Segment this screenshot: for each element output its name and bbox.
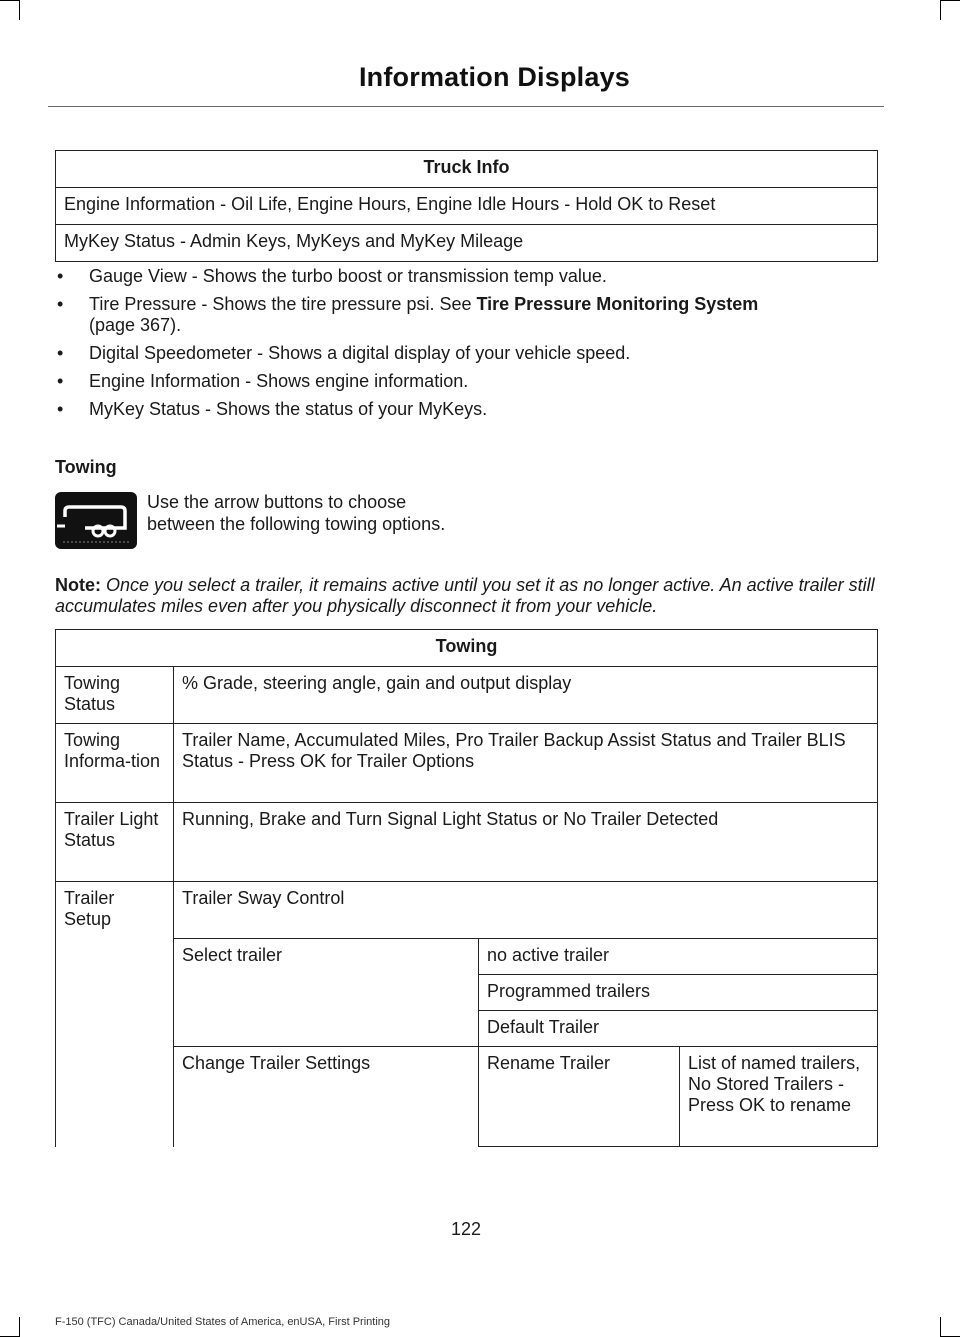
page-title: Information Displays — [358, 62, 630, 92]
row-label: Towing Status — [56, 667, 174, 724]
row-value: Running, Brake and Turn Signal Light Status or No Trailer Detected — [174, 803, 878, 882]
sub-value: Programmed trailers — [479, 975, 878, 1011]
note-text: Once you select a trailer, it remains active until you set it as no longer active. An active trailer still accumulates miles even after you physically disconnect it from your vehicle. — [55, 575, 875, 616]
list-item: • Tire Pressure - Shows the tire pressure psi. See Tire Pressure Monitoring System (page 367). — [57, 294, 759, 335]
trailer-icon — [55, 492, 137, 549]
crop-mark — [19, 1317, 20, 1337]
row-value: % Grade, steering angle, gain and output display — [174, 667, 878, 724]
page-number: 122 — [450, 1219, 482, 1239]
section-heading: Towing — [55, 457, 117, 477]
sub-value: Default Trailer — [479, 1011, 878, 1047]
table-row: Engine Information - Oil Life, Engine Hours, Engine Idle Hours - Hold OK to Reset — [56, 188, 878, 225]
page-reference: (page 367). — [89, 315, 182, 335]
towing-table — [55, 629, 878, 1147]
crop-mark — [940, 0, 960, 1]
crop-mark — [0, 0, 20, 1]
row-label: Trailer Light Status — [56, 803, 174, 882]
edition-footer: F-150 (TFC) Canada/United States of America, enUSA, First Printing — [55, 1316, 391, 1328]
row-value: Trailer Sway Control — [174, 882, 878, 939]
row-label: Trailer Setup — [56, 882, 174, 1147]
list-item: • Gauge View - Shows the turbo boost or transmission temp value. — [57, 266, 607, 286]
crop-mark — [940, 0, 941, 20]
sub-detail: List of named trailers, No Stored Trailers - Press OK to rename — [680, 1047, 878, 1147]
list-item: • Engine Information - Shows engine information. — [57, 371, 469, 391]
row-label: Towing Informa-tion — [56, 724, 174, 803]
note-paragraph — [55, 575, 885, 617]
truck-info-table — [55, 150, 878, 262]
table-row: MyKey Status - Admin Keys, MyKeys and MyKey Mileage — [56, 225, 878, 262]
sub-label: Change Trailer Settings — [174, 1047, 479, 1147]
table-title: Truck Info — [56, 151, 878, 188]
sub-label: Select trailer — [174, 939, 479, 1047]
sub-value: Rename Trailer — [479, 1047, 680, 1147]
feature-list — [55, 266, 885, 427]
header-divider — [48, 106, 884, 107]
list-item: • Digital Speedometer - Shows a digital display of your vehicle speed. — [57, 343, 631, 363]
crop-mark — [940, 1317, 941, 1337]
towing-intro: Use the arrow buttons to choose between the following towing options. — [147, 492, 446, 534]
row-value: Trailer Name, Accumulated Miles, Pro Trailer Backup Assist Status and Trailer BLIS Status - Press OK for Trailer Options — [174, 724, 878, 803]
crop-mark — [19, 0, 20, 20]
table-title: Towing — [56, 630, 878, 667]
note-label: Note: — [55, 575, 101, 595]
cross-reference-link[interactable]: Tire Pressure Monitoring System — [476, 294, 759, 314]
sub-value: no active trailer — [479, 939, 878, 975]
list-item: • MyKey Status - Shows the status of your MyKeys. — [57, 399, 488, 419]
